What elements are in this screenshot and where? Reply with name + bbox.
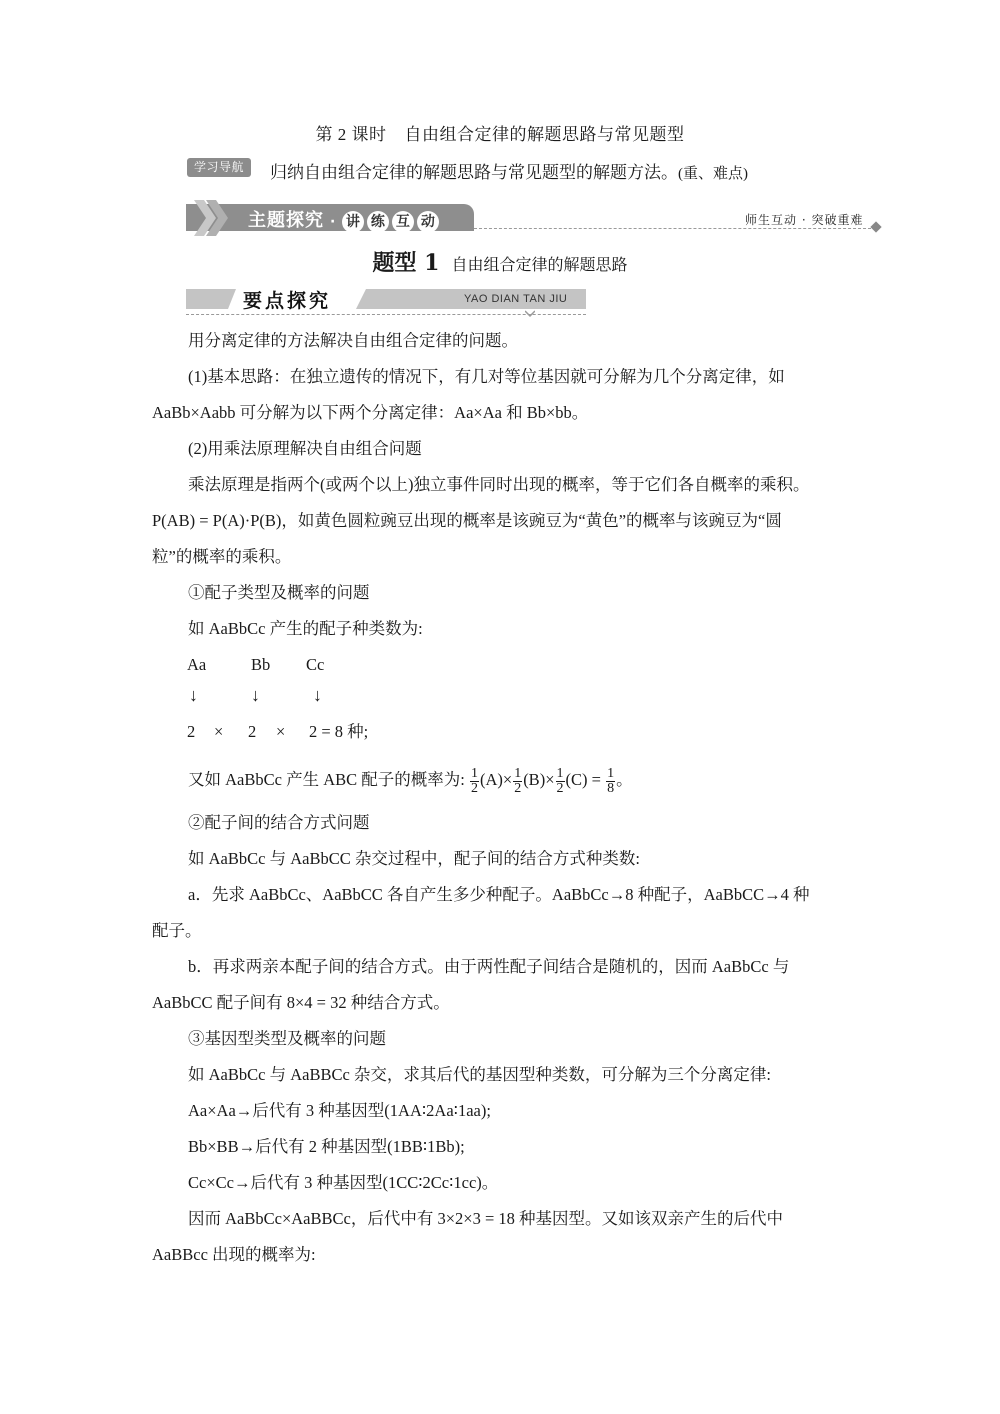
multiplication-line3: 粒”的概率的乘积。	[152, 547, 292, 566]
basic-idea-line1: (1)基本思路：在独立遗传的情况下，有几对等位基因就可分解为几个分离定律，如	[188, 367, 785, 386]
section-heading	[0, 246, 1000, 277]
genotype-conclusion-line1: 因而 AaBbCc×AaBBCc，后代中有 3×2×3 = 18 种基因型。又如该双亲产生的后代中	[188, 1209, 783, 1228]
calc-times: ×	[276, 722, 286, 741]
lesson-title-text: 自由组合定律的解题思路与常见题型	[404, 125, 685, 144]
banner-dot: ·	[330, 214, 337, 230]
learning-guide-goal: 归纳自由组合定律的解题思路与常见题型的解题方法。	[270, 163, 678, 183]
calc-times: ×	[214, 722, 224, 741]
gamete-probability	[152, 760, 888, 800]
banner-subtitle: 师生互动 · 突破重难	[745, 213, 864, 227]
banner-title	[248, 206, 442, 233]
fraction	[556, 767, 565, 796]
basic-idea-line2: AaBb×Aabb 可分解为以下两个分离定律：Aa×Aa 和 Bb×bb。	[152, 403, 589, 422]
diamond-icon	[870, 221, 881, 232]
genotype-line: Bb×BB→后代有 2 种基因型(1BB∶1Bb);	[188, 1137, 465, 1156]
fraction-numerator: 1	[607, 765, 615, 781]
key-points-title: 要点探究	[243, 290, 332, 312]
fraction-denominator: 2	[470, 780, 478, 796]
genotype-heading: ③基因型类型及概率的问题	[188, 1029, 386, 1048]
chevron-down-icon	[525, 310, 535, 318]
multiplication-heading: (2)用乘法原理解决自由组合问题	[188, 439, 422, 458]
down-arrow-icon: ↓	[251, 685, 260, 705]
genotype-line: Cc×Cc→后代有 3 种基因型(1CC∶2Cc∶1cc)。	[188, 1173, 499, 1192]
calc-term: 2	[187, 722, 196, 741]
gamete-type-heading: ①配子类型及概率的问题	[188, 583, 370, 602]
fraction-numerator: 1	[514, 765, 522, 781]
lesson-number: 第 2 课时	[315, 125, 387, 144]
step-a-line1: a．先求 AaBbCc、AaBbCC 各自产生多少种配子。AaBbCc→8 种配子，AaBbCC→4 种	[188, 885, 810, 904]
gene-pair: Cc	[306, 655, 325, 674]
genotype-line: Aa×Aa→后代有 3 种基因型(1AA∶2Aa∶1aa);	[188, 1101, 491, 1120]
result-fraction	[606, 767, 615, 796]
allele-label: (A)	[479, 770, 503, 789]
fraction-numerator: 1	[470, 765, 478, 781]
banner-title-text: 主题探究	[248, 210, 324, 231]
circled-char: 互	[392, 211, 414, 233]
allele-label: (B)	[523, 770, 546, 789]
lesson-title	[0, 120, 1000, 145]
gene-pair: Aa	[187, 655, 207, 674]
learning-guide-text	[270, 158, 748, 183]
calc-result: 2 = 8 种;	[309, 722, 369, 741]
down-arrow-icon: ↓	[313, 685, 322, 705]
section-subtitle: 自由组合定律的解题思路	[451, 255, 628, 274]
gamete-probability-prefix: 又如 AaBbCc 产生 ABC 配子的概率为:	[188, 770, 465, 789]
gamete-type-intro: 如 AaBbCc 产生的配子种类数为:	[188, 619, 423, 638]
step-b-line2: AaBbCC 配子间有 8×4 = 32 种结合方式。	[152, 993, 450, 1012]
equals-sign: =	[587, 770, 606, 789]
fraction-denominator: 8	[607, 780, 615, 796]
period: 。	[616, 770, 633, 789]
genotype-conclusion-line2: AaBBcc 出现的概率为:	[152, 1245, 316, 1264]
key-points-english: YAO DIAN TAN JIU	[464, 293, 568, 305]
multiplication-line2: P(AB) = P(A)·P(B)，如黄色圆粒豌豆出现的概率是该豌豆为“黄色”的概率与该豌豆为“圆	[152, 511, 782, 530]
calc-term: 2	[248, 722, 257, 741]
genotype-intro: 如 AaBbCc 与 AaBBCc 杂交，求其后代的基因型种类数，可分解为三个分离定律:	[188, 1065, 771, 1084]
gamete-combination-intro: 如 AaBbCc 与 AaBbCC 杂交过程中，配子间的结合方式种类数:	[188, 849, 640, 868]
learning-guide-badge: 学习导航	[187, 158, 251, 177]
allele-label: (C)	[565, 770, 588, 789]
fraction-numerator: 1	[556, 765, 564, 781]
learning-guide-note: (重、难点)	[678, 166, 748, 182]
theme-banner	[186, 204, 474, 231]
circled-char: 动	[417, 211, 439, 233]
down-arrow-icon: ↓	[189, 685, 198, 705]
times-sign: ×	[502, 770, 513, 789]
times-sign: ×	[545, 770, 555, 789]
circled-char: 练	[367, 211, 389, 233]
double-chevron-icon	[192, 200, 232, 236]
intro-paragraph: 用分离定律的方法解决自由组合定律的问题。	[188, 331, 518, 350]
step-a-line2: 配子。	[152, 921, 202, 940]
fraction	[470, 767, 479, 796]
fraction	[513, 767, 522, 796]
fraction-denominator: 2	[556, 780, 564, 796]
multiplication-line1: 乘法原理是指两个(或两个以上)独立事件同时出现的概率，等于它们各自概率的乘积。	[188, 475, 810, 494]
gamete-combination-heading: ②配子间的结合方式问题	[188, 813, 370, 832]
fraction-denominator: 2	[514, 780, 522, 796]
circled-char: 讲	[342, 211, 364, 233]
step-b-line1: b．再求两亲本配子间的结合方式。由于两性配子间结合是随机的，因而 AaBbCc 与	[188, 957, 790, 976]
banner-divider	[474, 228, 876, 229]
gene-pair: Bb	[251, 655, 271, 674]
section-label: 题型 1	[372, 250, 440, 276]
